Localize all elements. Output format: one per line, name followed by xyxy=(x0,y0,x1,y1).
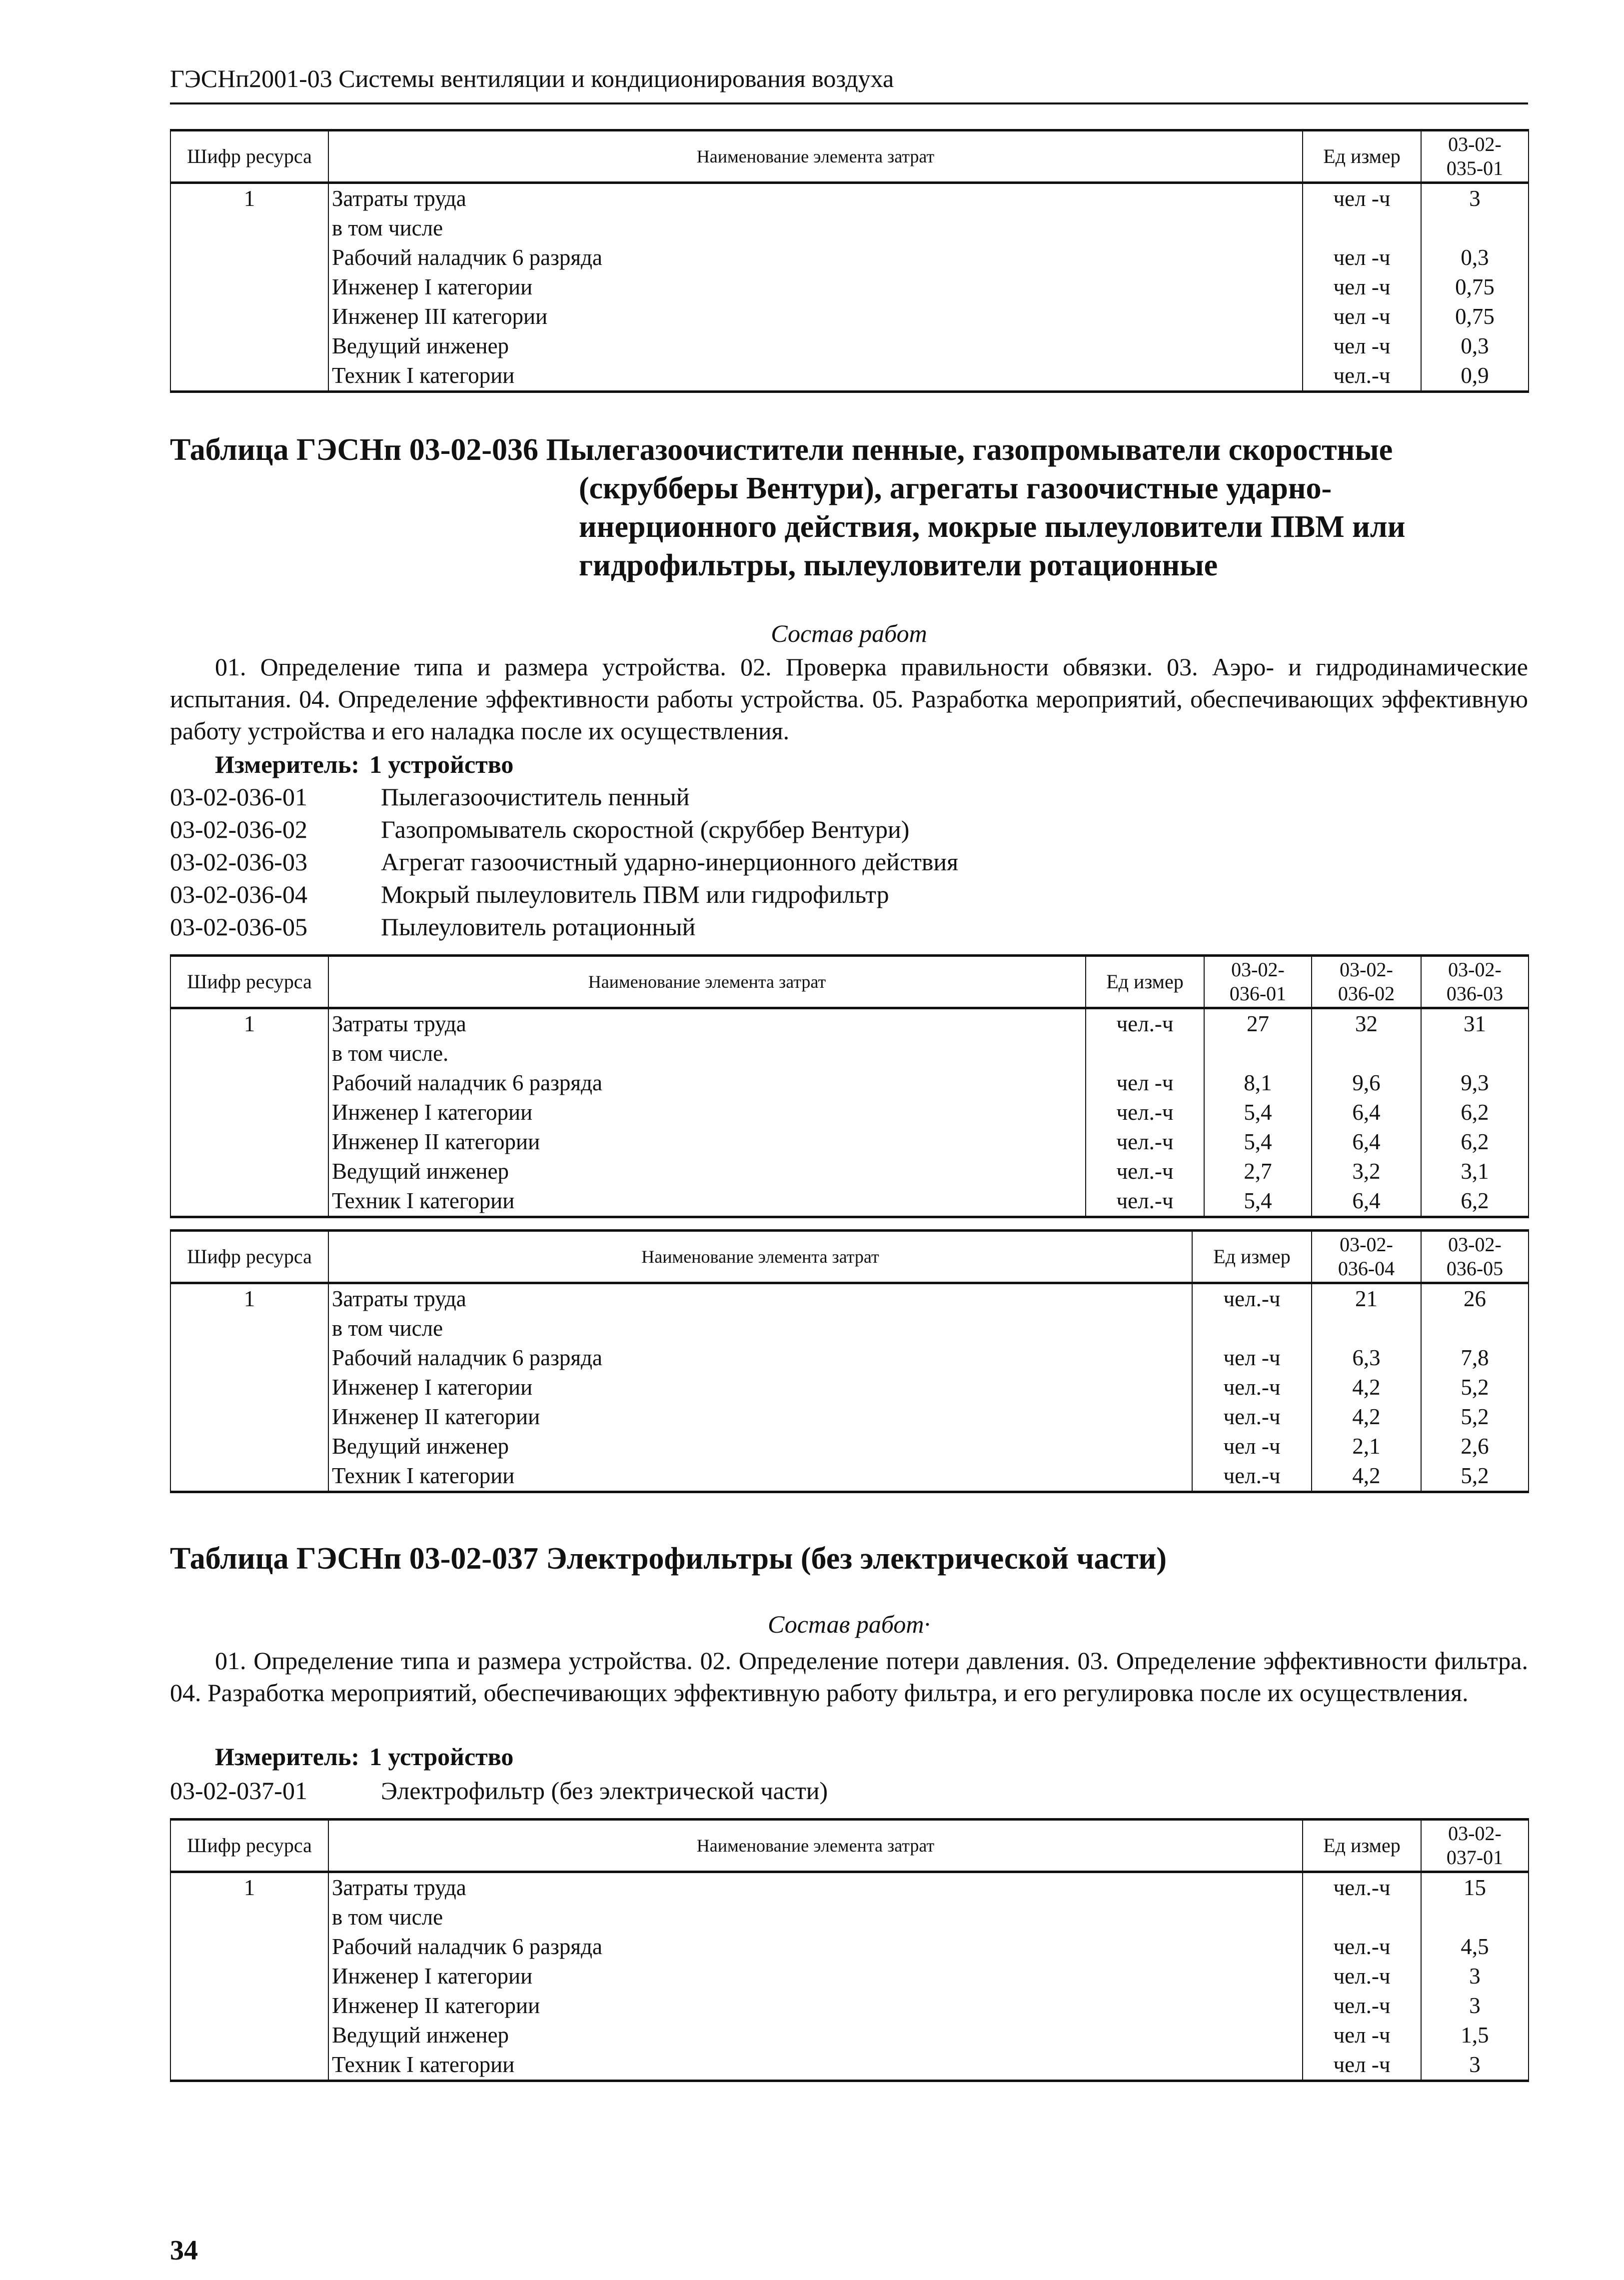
table-row xyxy=(170,361,1529,392)
norm-value: 5,4 xyxy=(1204,1186,1312,1217)
item-name: Пылеуловитель ротационный xyxy=(381,913,696,941)
cost-element: Техник I категории xyxy=(328,361,1303,392)
resource-code xyxy=(170,243,328,272)
norm-value: 5,2 xyxy=(1421,1461,1529,1492)
norm-value: 5,2 xyxy=(1421,1373,1529,1402)
column-header: Шифр ресурса xyxy=(170,956,328,1008)
resource-code xyxy=(170,1932,328,1962)
unit: чел.-ч xyxy=(1086,1186,1204,1217)
table-row xyxy=(170,1186,1529,1217)
measure-label: Измеритель: xyxy=(215,750,360,778)
cost-element: в том числе xyxy=(328,1903,1303,1932)
cost-element: в том числе. xyxy=(328,1039,1086,1068)
norm-value: 6,4 xyxy=(1312,1127,1421,1157)
table-header-row xyxy=(170,1231,1529,1283)
norm-value: 3 xyxy=(1421,1991,1529,2021)
item-code: 03-02-037-01 xyxy=(170,1777,307,1805)
unit: чел -ч xyxy=(1086,1068,1204,1098)
resource-code xyxy=(170,1068,328,1098)
norm-value: 32 xyxy=(1312,1008,1421,1039)
norm-value xyxy=(1204,1039,1312,1068)
table-row xyxy=(170,1039,1529,1068)
title-line: Таблица ГЭСНп 03-02-037 Электрофильтры (без электрической части) xyxy=(170,1542,1167,1576)
column-header: Ед измер xyxy=(1192,1231,1312,1283)
cost-element: Затраты труда xyxy=(328,183,1303,214)
table-row xyxy=(170,331,1529,361)
unit: чел.-ч xyxy=(1086,1157,1204,1186)
norm-value: 9,6 xyxy=(1312,1068,1421,1098)
unit: чел.-ч xyxy=(1192,1461,1312,1492)
list-item xyxy=(170,846,958,878)
resource-code xyxy=(170,1461,328,1492)
column-header: Наименование элемента затрат xyxy=(328,130,1303,183)
resource-code xyxy=(170,1402,328,1432)
resource-code: 1 xyxy=(170,1283,328,1314)
measure-unit xyxy=(215,1742,523,1771)
work-composition-heading: Состав работ· xyxy=(768,1610,930,1638)
column-header: 03-02- 036-05 xyxy=(1421,1231,1529,1283)
cost-element: Техник I категории xyxy=(328,1186,1086,1217)
cost-element: Рабочий наладчик 6 разряда xyxy=(328,1343,1192,1373)
resource-code xyxy=(170,1314,328,1343)
norm-value: 5,2 xyxy=(1421,1402,1529,1432)
title-line: инерционного действия, мокрые пылеуловители ПВМ или xyxy=(579,510,1406,544)
norm-value: 0,75 xyxy=(1421,302,1529,331)
resource-code: 1 xyxy=(170,183,328,214)
norm-value xyxy=(1312,1039,1421,1068)
item-name: Пылегазоочиститель пенный xyxy=(381,783,690,811)
unit: чел.-ч xyxy=(1192,1373,1312,1402)
measure-label: Измеритель: xyxy=(215,1743,360,1771)
unit: чел.-ч xyxy=(1192,1402,1312,1432)
unit xyxy=(1192,1314,1312,1343)
section-title-037 xyxy=(170,1540,1528,1578)
table-row xyxy=(170,1343,1529,1373)
table-row xyxy=(170,2021,1529,2050)
column-header: Наименование элемента затрат xyxy=(328,1820,1303,1872)
item-code: 03-02-036-01 xyxy=(170,783,307,811)
norm-value: 31 xyxy=(1421,1008,1529,1039)
cost-element: Ведущий инженер xyxy=(328,2021,1303,2050)
resource-code xyxy=(170,1127,328,1157)
resource-code xyxy=(170,1903,328,1932)
norm-value: 1,5 xyxy=(1421,2021,1529,2050)
cost-element: Рабочий наладчик 6 разряда xyxy=(328,1068,1086,1098)
column-header: 03-02- 036-04 xyxy=(1312,1231,1421,1283)
table-row xyxy=(170,302,1529,331)
norm-value: 3 xyxy=(1421,2050,1529,2081)
norm-value: 4,2 xyxy=(1312,1461,1421,1492)
cost-element: Инженер I категории xyxy=(328,1373,1192,1402)
norm-value: 2,7 xyxy=(1204,1157,1312,1186)
unit: чел.-ч xyxy=(1086,1008,1204,1039)
unit: чел.-ч xyxy=(1303,1932,1421,1962)
cost-element: Инженер I категории xyxy=(328,272,1303,302)
unit: чел.-ч xyxy=(1086,1098,1204,1127)
unit: чел.-ч xyxy=(1303,361,1421,392)
norm-value: 0,9 xyxy=(1421,361,1529,392)
norm-value: 4,2 xyxy=(1312,1402,1421,1432)
table-header-row xyxy=(170,130,1529,183)
resource-table-036-b xyxy=(170,1229,1529,1493)
unit: чел -ч xyxy=(1303,302,1421,331)
resource-code xyxy=(170,2050,328,2081)
column-header: Ед измер xyxy=(1086,956,1204,1008)
table-row xyxy=(170,1872,1529,1903)
unit xyxy=(1086,1039,1204,1068)
cost-element: Техник I категории xyxy=(328,2050,1303,2081)
column-header: Шифр ресурса xyxy=(170,130,328,183)
table-row xyxy=(170,2050,1529,2081)
unit: чел -ч xyxy=(1303,272,1421,302)
item-name: Газопромыватель скоростной (скруббер Вентури) xyxy=(381,815,910,843)
unit: чел -ч xyxy=(1303,2021,1421,2050)
list-item xyxy=(170,878,958,911)
measure-value: 1 устройство xyxy=(369,750,514,778)
column-header: 03-02- 036-03 xyxy=(1421,956,1529,1008)
cost-element: Затраты труда xyxy=(328,1008,1086,1039)
unit: чел -ч xyxy=(1303,2050,1421,2081)
cost-element: Рабочий наладчик 6 разряда xyxy=(328,1932,1303,1962)
item-code: 03-02-036-03 xyxy=(170,848,307,876)
resource-code xyxy=(170,331,328,361)
unit: чел.-ч xyxy=(1303,1991,1421,2021)
resource-code: 1 xyxy=(170,1008,328,1039)
item-name: Электрофильтр (без электрической части) xyxy=(381,1777,828,1805)
cost-element: Ведущий инженер xyxy=(328,1157,1086,1186)
page-number: 34 xyxy=(170,2235,198,2266)
table-row xyxy=(170,1314,1529,1343)
norm-value: 4,2 xyxy=(1312,1373,1421,1402)
measure-unit xyxy=(215,750,523,779)
list-item xyxy=(170,1775,828,1807)
norm-value: 0,3 xyxy=(1421,331,1529,361)
table-row xyxy=(170,1127,1529,1157)
norm-value xyxy=(1312,1314,1421,1343)
item-list-036 xyxy=(170,781,958,943)
table-row xyxy=(170,1283,1529,1314)
unit xyxy=(1303,213,1421,243)
resource-code xyxy=(170,1343,328,1373)
table-row xyxy=(170,1432,1529,1461)
table-row xyxy=(170,183,1529,214)
table-row xyxy=(170,243,1529,272)
resource-code xyxy=(170,1157,328,1186)
column-header: Шифр ресурса xyxy=(170,1820,328,1872)
table-row xyxy=(170,1157,1529,1186)
cost-element: Инженер I категории xyxy=(328,1098,1086,1127)
table-row xyxy=(170,1373,1529,1402)
cost-element: Затраты труда xyxy=(328,1283,1192,1314)
list-item xyxy=(170,813,958,846)
column-header: Ед измер xyxy=(1303,1820,1421,1872)
table-row xyxy=(170,1903,1529,1932)
work-composition-heading: Состав работ xyxy=(771,619,927,647)
resource-code xyxy=(170,1098,328,1127)
cost-element: Инженер II категории xyxy=(328,1127,1086,1157)
unit: чел.-ч xyxy=(1192,1283,1312,1314)
cost-element: Затраты труда xyxy=(328,1872,1303,1903)
column-header: Шифр ресурса xyxy=(170,1231,328,1283)
column-header: Наименование элемента затрат xyxy=(328,956,1086,1008)
norm-value: 9,3 xyxy=(1421,1068,1529,1098)
column-header: 03-02- 035-01 xyxy=(1421,130,1529,183)
norm-value: 6,2 xyxy=(1421,1127,1529,1157)
norm-value: 5,4 xyxy=(1204,1098,1312,1127)
table-row xyxy=(170,272,1529,302)
table-row xyxy=(170,213,1529,243)
resource-code xyxy=(170,213,328,243)
unit: чел -ч xyxy=(1303,183,1421,214)
resource-code xyxy=(170,272,328,302)
resource-code xyxy=(170,1373,328,1402)
resource-table-037 xyxy=(170,1818,1529,2082)
cost-element: в том числе xyxy=(328,213,1303,243)
norm-value: 26 xyxy=(1421,1283,1529,1314)
norm-value: 8,1 xyxy=(1204,1068,1312,1098)
norm-value: 2,1 xyxy=(1312,1432,1421,1461)
resource-code: 1 xyxy=(170,1872,328,1903)
norm-value: 6,4 xyxy=(1312,1186,1421,1217)
resource-table-035 xyxy=(170,129,1529,393)
norm-value: 5,4 xyxy=(1204,1127,1312,1157)
column-header: 03-02- 036-01 xyxy=(1204,956,1312,1008)
cost-element: Ведущий инженер xyxy=(328,1432,1192,1461)
norm-value: 6,3 xyxy=(1312,1343,1421,1373)
norm-value xyxy=(1421,213,1529,243)
cost-element: в том числе xyxy=(328,1314,1192,1343)
table-header-row xyxy=(170,956,1529,1008)
unit: чел -ч xyxy=(1303,331,1421,361)
norm-value: 6,2 xyxy=(1421,1098,1529,1127)
item-code: 03-02-036-02 xyxy=(170,815,307,843)
resource-code xyxy=(170,1039,328,1068)
resource-code xyxy=(170,1432,328,1461)
work-composition-text: 01. Определение типа и размера устройства. 02. Определение потери давления. 03. Определение эффективности фильтра. 04. Разработка мероприятий, обеспечивающих эффективную работу фильтра, и его регулировка после их осуществления. xyxy=(170,1647,1528,1707)
unit: чел -ч xyxy=(1192,1343,1312,1373)
work-composition-text: 01. Определение типа и размера устройства. 02. Проверка правильности обвязки. 03. Аэро- и гидродинамические испытания. 04. Определение эффективности работы устройства. 05. Разработка мероприятий, обеспечивающих эффективную работу устройства и его наладка после их осуществления. xyxy=(170,653,1528,745)
cost-element: Техник I категории xyxy=(328,1461,1192,1492)
resource-table-036-a xyxy=(170,954,1529,1218)
norm-value: 7,8 xyxy=(1421,1343,1529,1373)
norm-value: 3,1 xyxy=(1421,1157,1529,1186)
measure-value: 1 устройство xyxy=(369,1743,514,1771)
norm-value: 0,3 xyxy=(1421,243,1529,272)
list-item xyxy=(170,911,958,943)
list-item xyxy=(170,781,958,813)
norm-value: 0,75 xyxy=(1421,272,1529,302)
norm-value: 2,6 xyxy=(1421,1432,1529,1461)
item-code: 03-02-036-05 xyxy=(170,913,307,941)
cost-element: Инженер II категории xyxy=(328,1991,1303,2021)
table-header-row xyxy=(170,1820,1529,1872)
norm-value: 3 xyxy=(1421,183,1529,214)
table-row xyxy=(170,1932,1529,1962)
item-list-037 xyxy=(170,1775,828,1807)
section-title-036 xyxy=(170,431,1528,585)
norm-value: 6,2 xyxy=(1421,1186,1529,1217)
item-code: 03-02-036-04 xyxy=(170,880,307,908)
item-name: Мокрый пылеуловитель ПВМ или гидрофильтр xyxy=(381,880,889,908)
title-line: Таблица ГЭСНп 03-02-036 Пылегазоочистители пенные, газопромыватели скоростные xyxy=(170,433,1393,467)
header-rule xyxy=(170,102,1528,104)
norm-value: 15 xyxy=(1421,1872,1529,1903)
norm-value: 3,2 xyxy=(1312,1157,1421,1186)
resource-code xyxy=(170,1186,328,1217)
norm-value: 4,5 xyxy=(1421,1932,1529,1962)
table-row xyxy=(170,1962,1529,1991)
cost-element: Ведущий инженер xyxy=(328,331,1303,361)
table-row xyxy=(170,1402,1529,1432)
table-row xyxy=(170,1068,1529,1098)
column-header: Наименование элемента затрат xyxy=(328,1231,1192,1283)
norm-value: 21 xyxy=(1312,1283,1421,1314)
running-header: ГЭСНп2001-03 Системы вентиляции и кондиционирования воздуха xyxy=(170,64,894,92)
resource-code xyxy=(170,2021,328,2050)
unit xyxy=(1303,1903,1421,1932)
resource-code xyxy=(170,1991,328,2021)
norm-value xyxy=(1421,1314,1529,1343)
norm-value: 27 xyxy=(1204,1008,1312,1039)
norm-value: 3 xyxy=(1421,1962,1529,1991)
resource-code xyxy=(170,361,328,392)
item-name: Агрегат газоочистный ударно-инерционного действия xyxy=(381,848,959,876)
title-line: (скрубберы Вентури), агрегаты газоочистные ударно- xyxy=(579,471,1332,505)
cost-element: Инженер III категории xyxy=(328,302,1303,331)
unit: чел.-ч xyxy=(1303,1962,1421,1991)
cost-element: Инженер II категории xyxy=(328,1402,1192,1432)
table-row xyxy=(170,1461,1529,1492)
unit: чел -ч xyxy=(1192,1432,1312,1461)
table-row xyxy=(170,1098,1529,1127)
resource-code xyxy=(170,302,328,331)
column-header: Ед измер xyxy=(1303,130,1421,183)
cost-element: Рабочий наладчик 6 разряда xyxy=(328,243,1303,272)
cost-element: Инженер I категории xyxy=(328,1962,1303,1991)
unit: чел.-ч xyxy=(1086,1127,1204,1157)
column-header: 03-02- 036-02 xyxy=(1312,956,1421,1008)
unit: чел -ч xyxy=(1303,243,1421,272)
norm-value xyxy=(1421,1039,1529,1068)
norm-value xyxy=(1421,1903,1529,1932)
title-line: гидрофильтры, пылеуловители ротационные xyxy=(579,548,1218,582)
column-header: 03-02- 037-01 xyxy=(1421,1820,1529,1872)
resource-code xyxy=(170,1962,328,1991)
norm-value: 6,4 xyxy=(1312,1098,1421,1127)
table-row xyxy=(170,1991,1529,2021)
table-row xyxy=(170,1008,1529,1039)
unit: чел.-ч xyxy=(1303,1872,1421,1903)
